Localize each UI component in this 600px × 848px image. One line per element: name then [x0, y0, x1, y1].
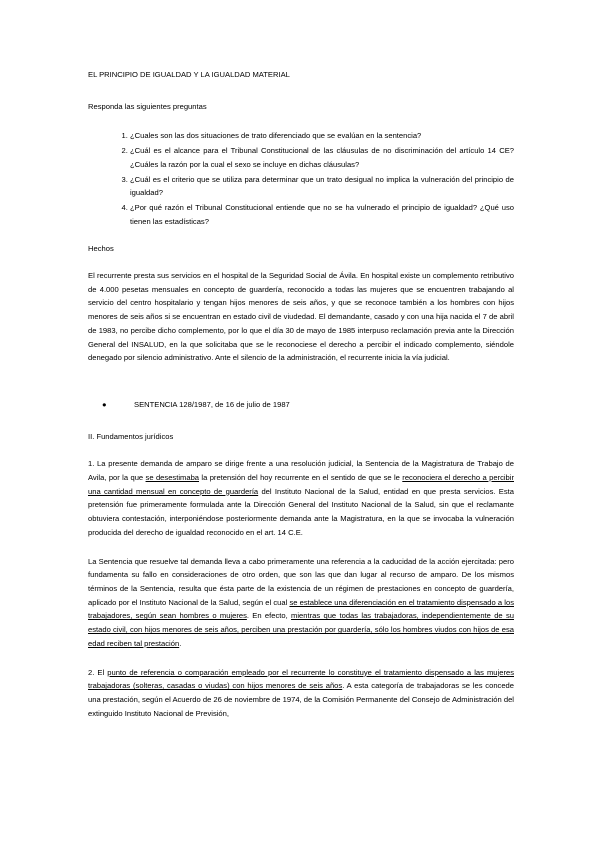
- sentence-reference-text: SENTENCIA 128/1987, de 16 de julio de 1987: [134, 399, 290, 409]
- text-run: 2. El: [88, 667, 108, 677]
- underlined-text: se establece una diferenciación en el tratamiento dispensado a los trabajadores, según sean hombres o mujeres: [88, 597, 514, 621]
- text-run: La Sentencia que resuelve tal demanda lleva a cabo primeramente una referencia a la caducidad de la acción ejercitada: pero fundamenta su fallo en consideraciones de otro orden, que son las que dan lugar al recurso de amparo. De los mismos términos de la Sentencia, resulta que ésta parte de la existencia de un régimen de prestaciones en concepto de guardería, aplicado por el Instituto Nacional de la Salud, según el cual: [88, 556, 514, 607]
- facts-paragraph: El recurrente presta sus servicios en el hospital de la Seguridad Social de Ávila. En hospital existe un complemento retributivo de 4.000 pesetas mensuales en concepto de guardería, reconocido a todas las mujeres que se encuentren trabajando al servicio del centro hospitalario y tengan hijos menores de seis años, y que se reconoce también a los hombres con hijos menores de seis años si se encuentran en estado civil de viudedad. El demandante, casado y con una hija nacida el 7 de abril de 1983, no percibe dicho complemento, por lo que el día 30 de mayo de 1985 interpuso reclamación previa ante la Dirección General del INSALUD, en la que solicitaba que se le reconociese el derecho a percibir el indicado complemento, siéndole denegado por silencio administrativo. Ante el silencio de la administración, el recurrente inicia la vía judicial.: [88, 271, 514, 363]
- question-item: 1. ¿Cuales son las dos situaciones de trato diferenciado que se evalúan en la sentencia?: [130, 129, 514, 143]
- question-item: 2. ¿Cuál es el alcance para el Tribunal Constitucional de las cláusulas de no discriminación del artículo 14 CE? ¿Cuáles la razón por la cual el sexo se incluye en dichas cláusulas?: [130, 144, 514, 171]
- paragraph-2: [88, 555, 514, 651]
- text-run: 1. La presente demanda de amparo se dirige frente a una resolución judicial, la Sentencia de la Magistratura de Trabajo de Avila, por la que: [88, 459, 514, 483]
- sentence-reference: [102, 398, 514, 412]
- underlined-text: punto de referencia o comparación empleado por el recurrente lo constituye el tratamiento dispensado a las mujeres trabajadoras (solteras, casadas o viudas) con hijos menores de seis años: [88, 667, 514, 691]
- underlined-text: se desestimaba: [145, 473, 200, 483]
- instruction-text: Responda las siguientes preguntas: [88, 101, 207, 111]
- question-item: 3. ¿Cuál es el criterio que se utiliza para determinar que un trato desigual no implica la vulneración del principio de igualdad?: [130, 173, 514, 200]
- text-run: del Instituto Nacional de la Salud, entidad en que presta servicios. Esta pretensión fue primeramente formulada ante la Dirección General del Instituto Nacional de la Salud, sin que el reclamante obtuviera contestación, interponiéndose posteriormente demanda ante la Magistratura, en la que se invocaba la vulneración producida del derecho de igualdad reconocido en el art. 14 C.E.: [88, 486, 514, 537]
- document-title: EL PRINCIPIO DE IGUALDAD Y LA IGUALDAD MATERIAL: [88, 70, 290, 79]
- paragraph-3: [88, 666, 514, 721]
- document-page: [88, 68, 514, 735]
- text-run: .: [179, 638, 182, 648]
- question-item: 4. ¿Por qué razón el Tribunal Constitucional entiende que no se ha vulnerado el principio de igualdad? ¿Qué uso tienen las estadísticas?: [130, 201, 514, 228]
- underlined-text: reconociera el derecho a percibir una cantidad mensual en concepto de guardería: [88, 473, 514, 496]
- paragraph-1: [88, 457, 514, 539]
- text-run: . A esta categoría de trabajadoras se les concede una prestación, según el Acuerdo de 26 de noviembre de 1974, de la Comisión Permanente del Consejo de Administración del extinguido Instituto Nacional de Previsión,: [88, 681, 515, 718]
- questions-list: [88, 129, 514, 228]
- section-heading: II. Fundamentos jurídicos: [88, 431, 174, 441]
- facts-heading: Hechos: [88, 244, 114, 254]
- underlined-text: mientras que todas las trabajadoras, independientemente de su estado civil, con hijos menores de seis años, perciben una prestación por guardería, sólo los hombres viudos con hijos de esa edad reciben tal prestación: [88, 611, 514, 648]
- text-run: . En efecto,: [246, 611, 292, 621]
- bullet-icon: ●: [102, 399, 107, 409]
- text-run: la pretensión del hoy recurrente en el sentido de que se le: [199, 473, 403, 483]
